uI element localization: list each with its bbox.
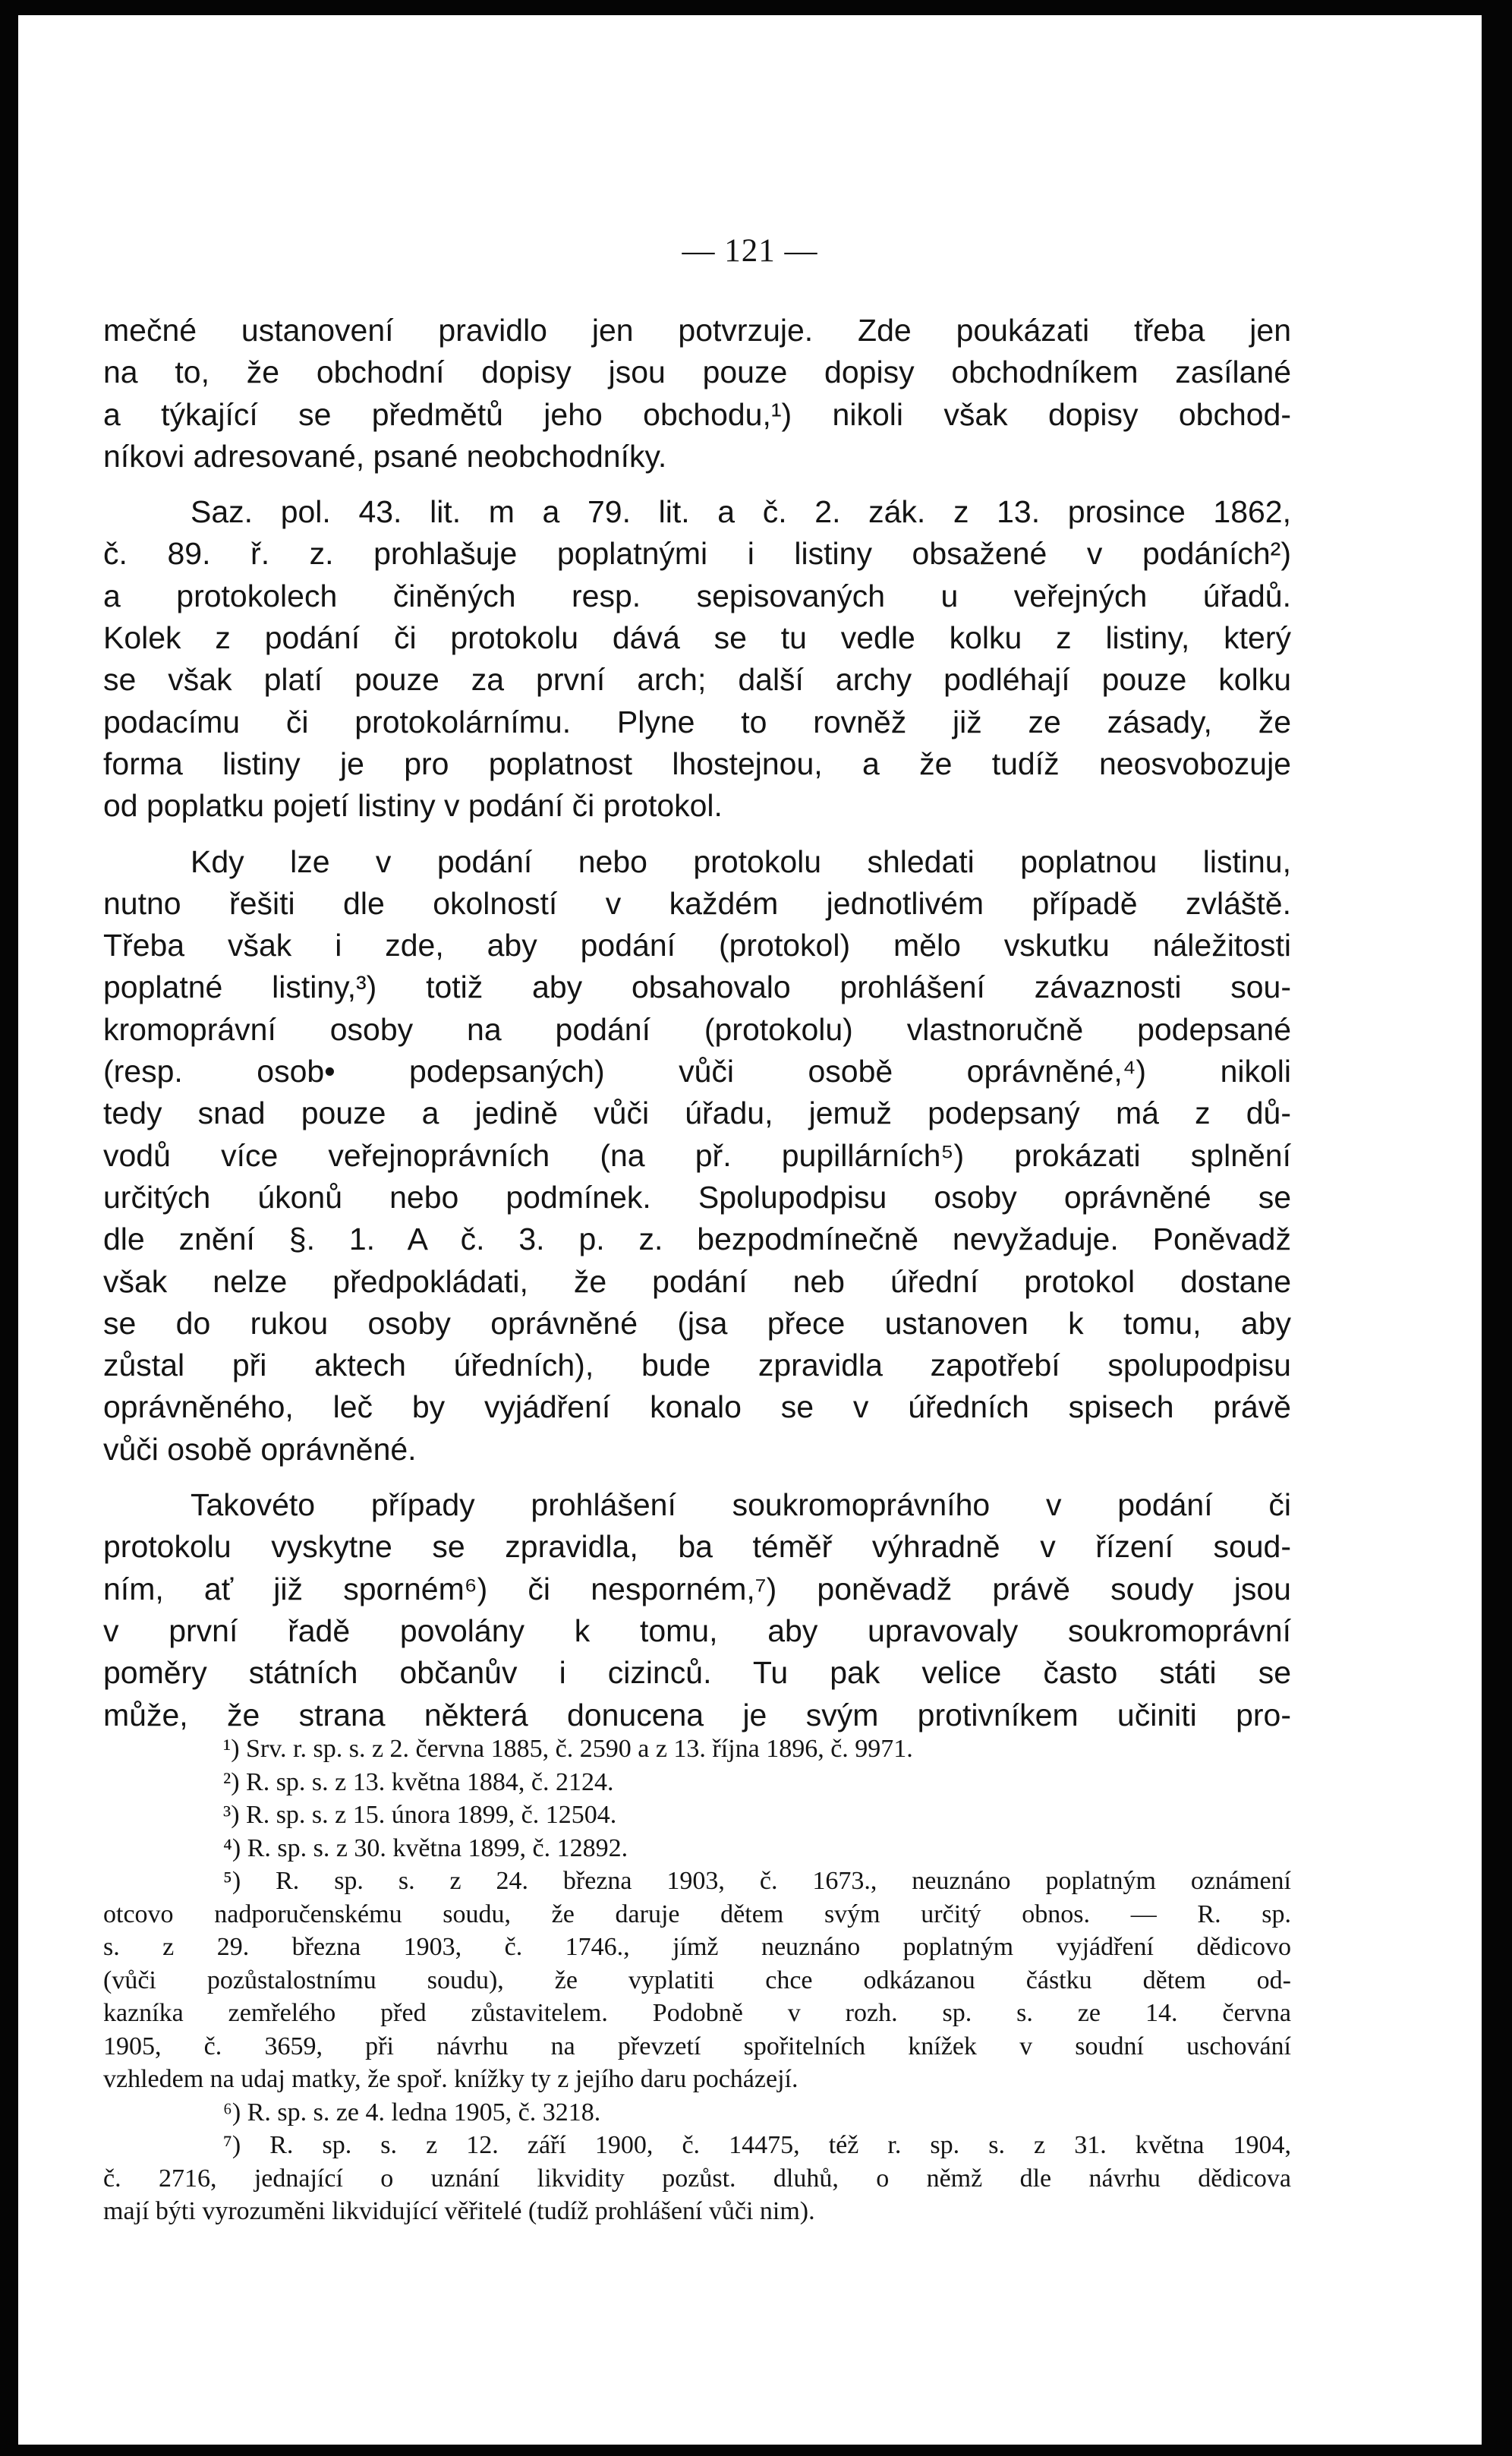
text-line: mečné ustanovení pravidlo jen potvrzuje. Zde poukázati třeba jen (103, 313, 1291, 348)
footnote: ³) R. sp. s. z 15. února 1899, č. 12504. (223, 1801, 617, 1829)
text-line: na to, že obchodní dopisy jsou pouze dopisy obchodníkem zasílané (103, 355, 1291, 390)
paragraph (103, 841, 1291, 1471)
text-line: Kolek z podání či protokolu dává se tu vedle kolku z listiny, který (103, 620, 1291, 656)
text-line: zůstal při aktech úředních), bude zpravidla zapotřebí spolupodpisu (103, 1348, 1291, 1383)
footnote-line: kazníka zemřelého před zůstavitelem. Podobně v rozh. sp. s. ze 14. června (103, 1999, 1291, 2027)
footnote-line: s. z 29. března 1903, č. 1746., jímž neuznáno poplatným vyjádření dědicovo (103, 1933, 1291, 1961)
footnote-line: č. 2716, jednající o uznání likvidity pozůst. dluhů, o němž dle návrhu dědicova (103, 2164, 1291, 2193)
text-line: oprávněného, leč by vyjádření konalo se v úředních spisech právě (103, 1389, 1291, 1425)
footnotes (103, 1732, 1291, 2228)
text-line: poplatné listiny,³) totiž aby obsahovalo prohlášení závaznosti sou- (103, 969, 1291, 1005)
footnote: ⁴) R. sp. s. z 30. května 1899, č. 12892. (223, 1833, 628, 1862)
text-line: se do rukou osoby oprávněné (jsa přece ustanoven k tomu, aby (103, 1305, 1291, 1341)
text-line: od poplatku pojetí listiny v podání či protokol. (103, 788, 723, 824)
paragraph (103, 1484, 1291, 1736)
text-line: Třeba však i zde, aby podání (protokol) mělo vskutku náležitosti (103, 928, 1291, 963)
text-line: a týkající se předmětů jeho obchodu,¹) nikoli však dopisy obchod- (103, 396, 1291, 432)
paragraph (103, 491, 1291, 827)
text-line: vůči osobě oprávněné. (103, 1431, 417, 1467)
footnote-line: ⁵) R. sp. s. z 24. března 1903, č. 1673., neuznáno poplatným oznámení (223, 1867, 1291, 1895)
text-line: Saz. pol. 43. lit. m a 79. lit. a č. 2. zák. z 13. prosince 1862, (191, 494, 1291, 530)
footnote-line: vzhledem na udaj matky, že spoř. knížky ty z jejího daru pocházejí. (103, 2065, 799, 2093)
footnote: ⁶) R. sp. s. ze 4. ledna 1905, č. 3218. (223, 2098, 601, 2127)
footnote (103, 1865, 1291, 2096)
text-line: dle znění §. 1. A č. 3. p. z. bezpodmínečně nevyžaduje. Poněvadž (103, 1222, 1291, 1257)
text-line: forma listiny je pro poplatnost lhostejnou, a že tudíž neosvobozuje (103, 746, 1291, 781)
footnote: ¹) Srv. r. sp. s. z 2. června 1885, č. 2590 a z 13. října 1896, č. 9971. (223, 1735, 913, 1763)
book-page (18, 15, 1482, 2445)
footnote-line: 1905, č. 3659, při návrhu na převzetí spořitelních knížek v soudní uschování (103, 2032, 1291, 2060)
footnote-line: otcovo nadporučenskému soudu, že daruje dětem svým určitý obnos. — R. sp. (103, 1900, 1291, 1928)
text-line: (resp. osob• podepsaných) vůči osobě oprávněné,⁴) nikoli (103, 1054, 1291, 1089)
text-line: může, že strana některá donucena je svým protivníkem učiniti pro- (103, 1697, 1291, 1732)
paragraph (103, 310, 1291, 478)
footnote-line: (vůči pozůstalostnímu soudu), že vyplatiti chce odkázanou částku dětem od- (103, 1966, 1291, 1994)
footnote: ²) R. sp. s. z 13. května 1884, č. 2124. (223, 1767, 614, 1796)
footnote-line: mají býti vyrozuměni likvidující věřitelé (tudíž prohlášení vůči nim). (103, 2197, 815, 2225)
text-line: protokolu vyskytne se zpravidla, ba téměř výhradně v řízení soud- (103, 1529, 1291, 1565)
text-line: tedy snad pouze a jedině vůči úřadu, jemuž podepsaný má z dů- (103, 1096, 1291, 1131)
text-line: podacímu či protokolárnímu. Plyne to rovněž již ze zásady, že (103, 704, 1291, 739)
text-line: č. 89. ř. z. prohlašuje poplatnými i listiny obsažené v podáních²) (103, 536, 1291, 572)
text-line: kromoprávní osoby na podání (protokolu) vlastnoručně podepsané (103, 1011, 1291, 1047)
text-line: Kdy lze v podání nebo protokolu shledati poplatnou listinu, (191, 843, 1291, 879)
text-line: nutno řešiti dle okolností v každém jednotlivém případě zvláště. (103, 885, 1291, 921)
page-number: — 121 — (682, 233, 818, 269)
footnote-line: ⁷) R. sp. s. z 12. září 1900, č. 14475, též r. sp. s. z 31. května 1904, (223, 2131, 1291, 2159)
text-line: určitých úkonů nebo podmínek. Spolupodpisu osoby oprávněné se (103, 1179, 1291, 1215)
text-line: však nelze předpokládati, že podání neb úřední protokol dostane (103, 1263, 1291, 1299)
text-line: poměry státních občanův i cizinců. Tu pak velice často státi se (103, 1655, 1291, 1691)
text-line: níkovi adresované, psané neobchodníky. (103, 438, 667, 474)
text-line: v první řadě povolány k tomu, aby upravovaly soukromoprávní (103, 1613, 1291, 1648)
text-line: Takovéto případy prohlášení soukromoprávního v podání či (191, 1487, 1291, 1523)
text-line: vodů více veřejnoprávních (na př. pupillárních⁵) prokázati splnění (103, 1137, 1291, 1173)
text-line: ním, ať již sporném⁶) či nesporném,⁷) poněvadž právě soudy jsou (103, 1571, 1291, 1606)
text-line: se však platí pouze za první arch; další archy podléhají pouze kolku (103, 662, 1291, 698)
text-line: a protokolech činěných resp. sepisovaných u veřejných úřadů. (103, 578, 1291, 613)
footnote (103, 2129, 1291, 2228)
body-text (103, 310, 1291, 1736)
